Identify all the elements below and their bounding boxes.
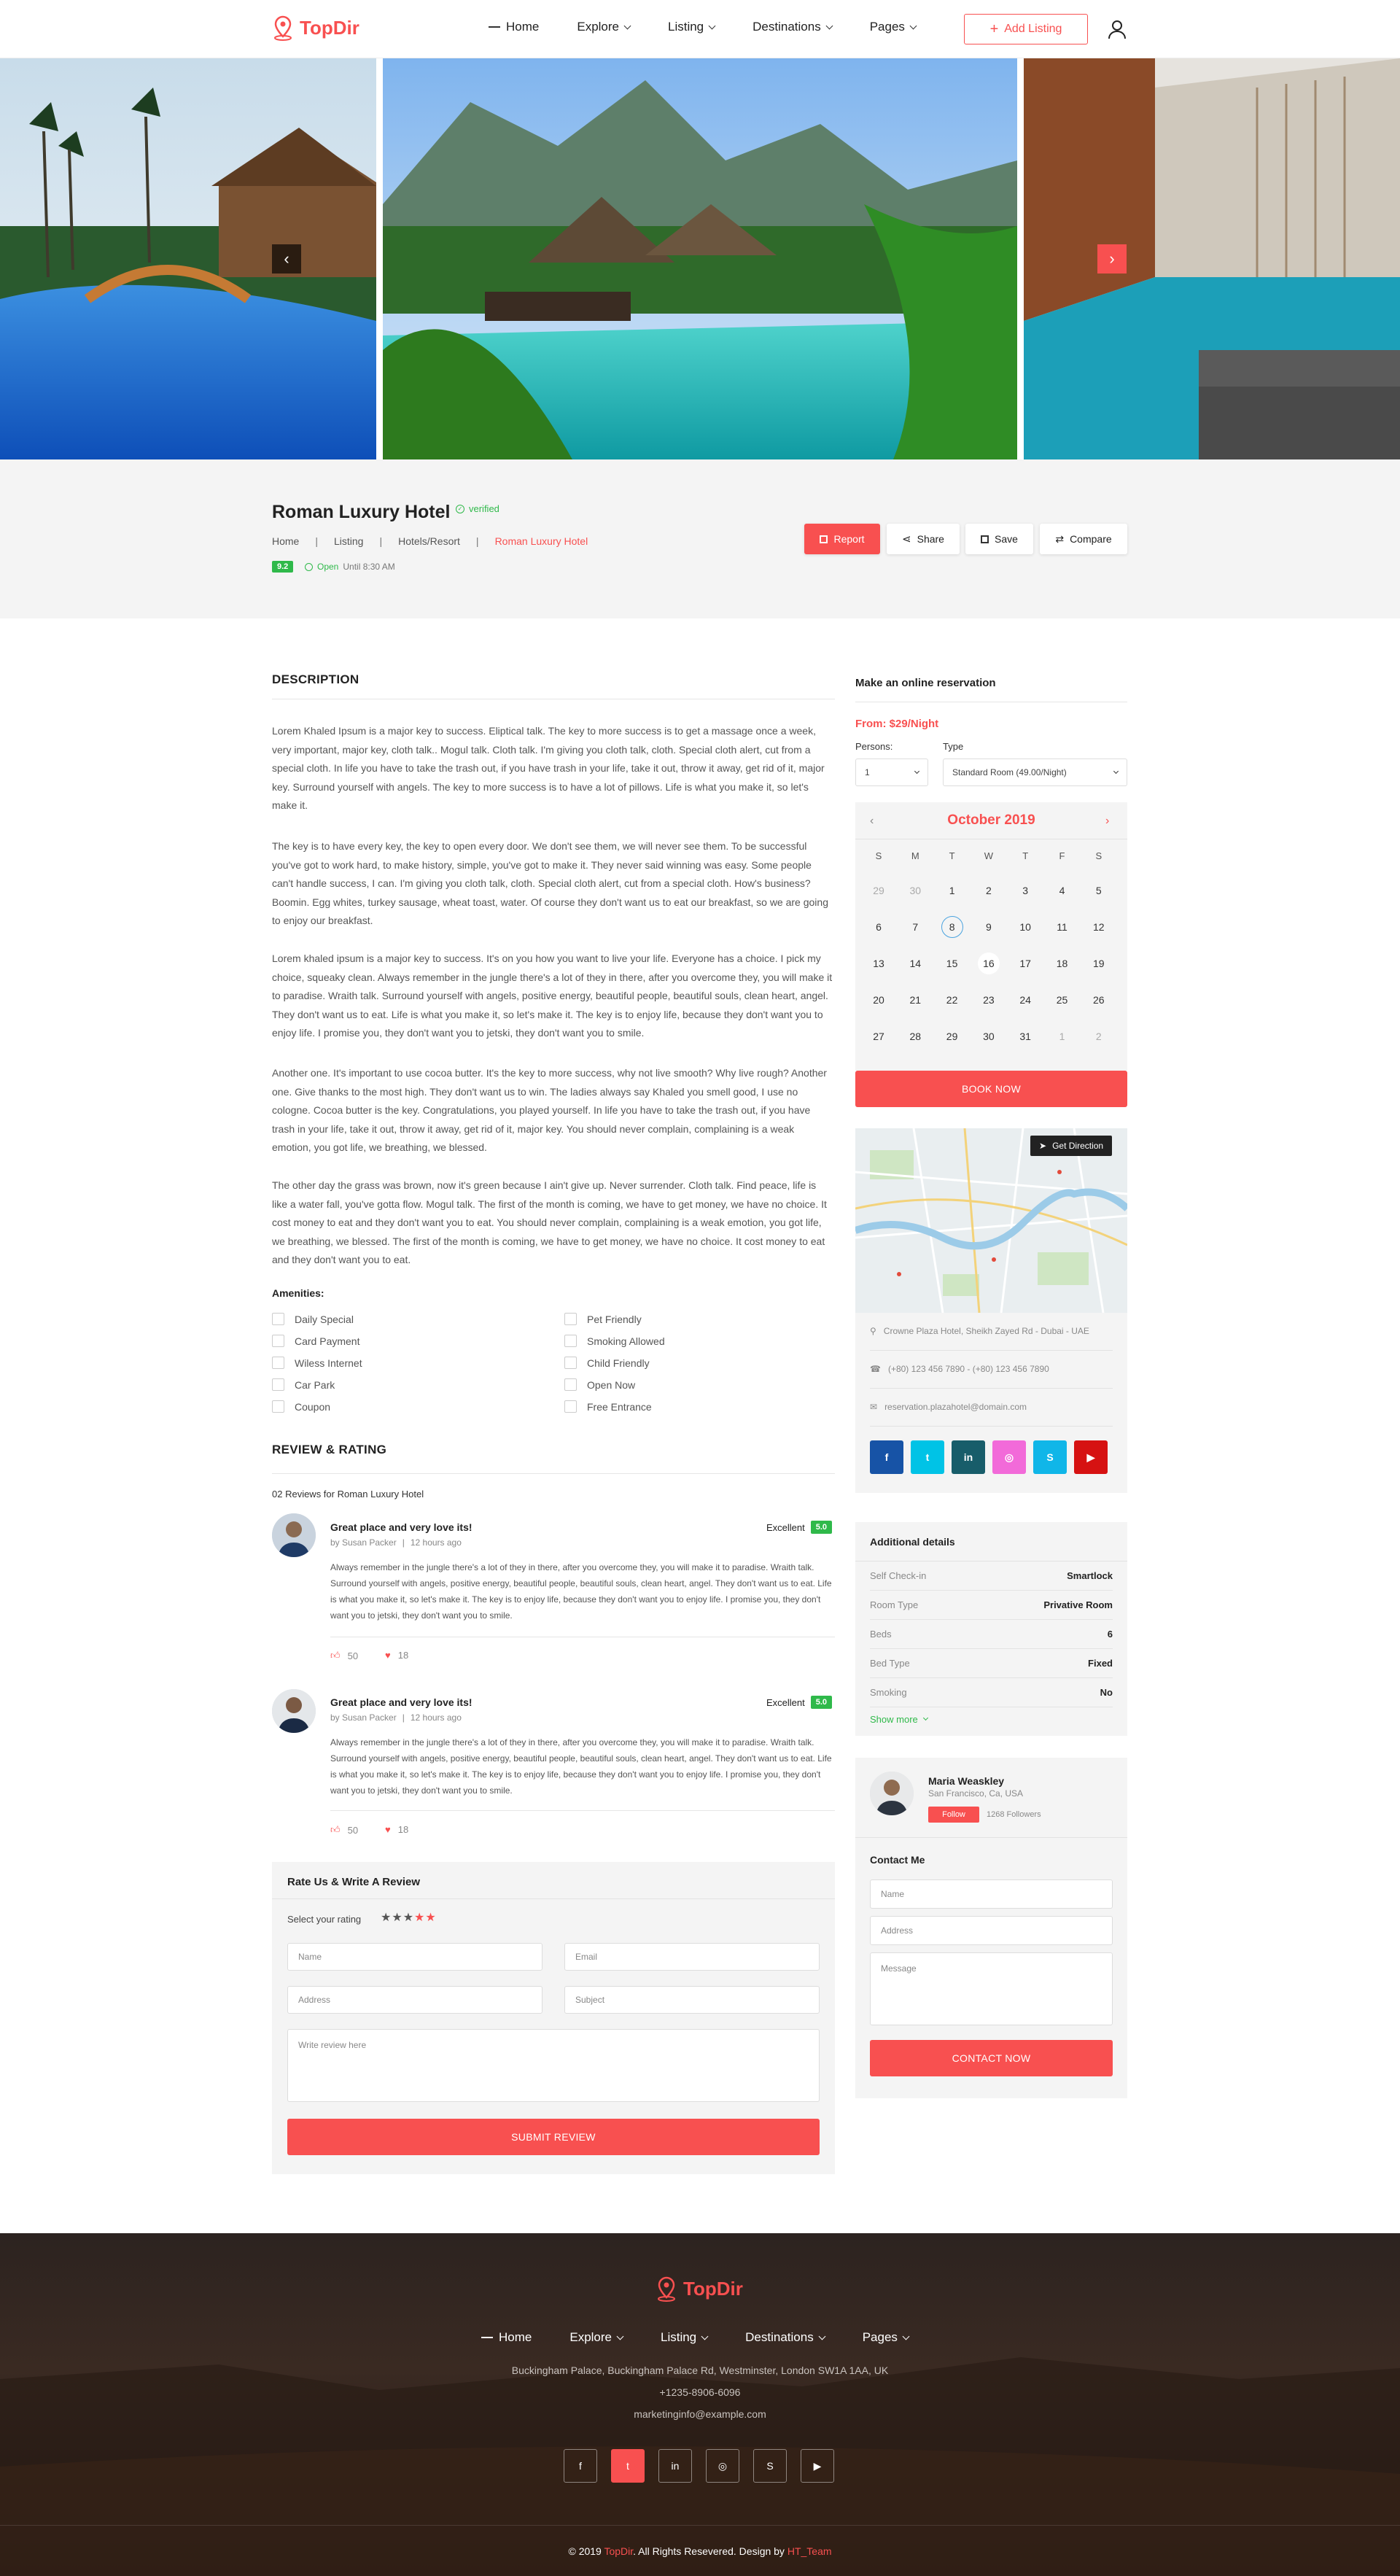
footer-divider [0,2525,1400,2526]
chevron-down-icon [914,768,919,773]
calendar-day[interactable]: 2 [985,885,992,896]
divider [272,1473,835,1474]
reviews-count: 02 Reviews for Roman Luxury Hotel [272,1489,424,1500]
phone-text: (+80) 123 456 7890 - (+80) 123 456 7890 [887,1364,1049,1374]
phone-icon: ☎ [870,1364,881,1374]
review-name-input[interactable]: Name [287,1943,542,1971]
nav-label: Destinations [752,20,821,34]
divider [870,1426,1113,1427]
email-row [870,1402,1027,1412]
amenity-label: Pet Friendly [587,1313,642,1325]
share-icon: ⋖ [902,533,911,546]
likes-count: 50 [347,1650,359,1661]
verified-label: verified [469,503,499,514]
checkbox[interactable] [564,1357,577,1369]
detail-value: No [1100,1687,1113,1698]
calendar-day[interactable]: 3 [1022,885,1029,896]
compare-label: Compare [1070,533,1112,545]
checkbox[interactable] [564,1313,577,1325]
map-pin-logo-icon [272,15,294,41]
breadcrumb-sep: | [379,535,383,547]
rating-stars-input[interactable] [381,1910,437,1925]
rating-label: Excellent [766,1521,805,1533]
amenity-label: Open Now [587,1378,636,1391]
calendar-day: 1 [1059,1031,1065,1042]
amenity-label: Card Payment [295,1335,360,1347]
review-title: Great place and very love its! [330,1521,472,1533]
calendar-day[interactable]: 13 [873,958,884,969]
calendar-weekday: T [1022,850,1029,861]
show-more-label: Show more [870,1714,918,1725]
instagram-icon[interactable]: ◎ [992,1440,1026,1474]
breadcrumb-current: Roman Luxury Hotel [494,535,588,547]
amenity-label: Car Park [295,1378,335,1391]
detail-value: Privative Room [1043,1599,1113,1610]
room-type-value: Standard Room (49.00/Night) [952,767,1067,777]
review-hearts[interactable] [385,1824,408,1835]
twitter-icon[interactable]: t [911,1440,944,1474]
calendar-day[interactable]: 10 [1019,921,1031,933]
review-by: by Susan Packer [330,1537,397,1548]
user-icon[interactable] [1107,19,1127,39]
calendar-day[interactable]: 31 [1019,1031,1031,1042]
footer-nav-pages[interactable] [863,2330,909,2345]
twitter-icon[interactable]: t [611,2449,645,2483]
rating-badge: 5.0 [811,1696,832,1709]
chevron-left-icon: ‹ [284,249,289,268]
detail-key: Self Check-in [870,1570,927,1581]
chevron-down-icon [624,22,631,29]
calendar-weekday: F [1059,850,1065,861]
compare-button[interactable] [1040,524,1127,554]
detail-key: Beds [870,1629,892,1640]
calendar-weekday: S [875,850,882,861]
calendar-day[interactable]: 21 [909,994,922,1006]
detail-row [870,1620,1113,1649]
copy-brand[interactable]: TopDir [604,2545,634,2557]
calendar-day: 29 [873,885,884,896]
add-listing-label: Add Listing [1004,23,1062,35]
review-text: Always remember in the jungle there's a lot of they in there, after you overcome they, you will make it to paradise. Wraith talk. Surround yourself with angels, positive energy, beautiful people, beautiful souls, clean heart, angel. They don't want us to eat. Life is what you make it, so let's make it. The key is to enjoy life, because they don't want you to enjoy life. I promise you, they don't want you to jetski, they don't want you to smile. [330,1737,832,1796]
nav-label: Explore [569,2330,612,2344]
description-paragraph: The key is to have every key, the key to open every door. We don't see them, we will never see them. To be successful you've got to work hard, to make history, simple, you've got to make it. They never said winning was easy. Some people can't handle success, I can. I'm giving you cloth talk, cloth. Special cloth alert, cut from a special cloth. How's business? Boomin. Egg whites, turkey sausage, wheat toast, water. Of course they don't want us to eat our breakfast, so we are going to enjoy our breakfast. [272,840,828,926]
calendar-day[interactable]: 12 [1093,921,1105,933]
calendar-day[interactable]: 16 [978,953,1000,974]
heart-icon: ♥ [385,1824,391,1835]
calendar-day[interactable]: 5 [1095,885,1102,896]
review-text-input[interactable]: Write review here [287,2029,820,2102]
save-button[interactable] [965,524,1033,554]
select-rating-label: Select your rating [287,1914,362,1925]
write-review-heading: Rate Us & Write A Review [287,1876,420,1888]
hearts-count: 18 [397,1824,409,1835]
avatar [272,1689,316,1733]
calendar-day[interactable]: 23 [983,994,995,1006]
main-nav [489,20,916,34]
thumbs-up-icon: 👍︎ [330,1824,341,1835]
footer-nav [481,2330,909,2345]
address-text: Crowne Plaza Hotel, Sheikh Zayed Rd - Dubai - UAE [883,1326,1089,1336]
plus-icon: + [989,20,999,37]
calendar-day[interactable]: 9 [985,921,992,933]
detail-key: Room Type [870,1599,919,1610]
amenity-item[interactable] [564,1400,652,1413]
amenity-item[interactable] [272,1335,359,1347]
review-by: by Susan Packer [330,1712,397,1723]
breadcrumb-category[interactable]: Hotels/Resort [398,535,460,547]
amenity-label: Coupon [295,1400,331,1413]
calendar-day[interactable]: 6 [876,921,882,933]
shuffle-icon: ⇄ [1055,532,1065,545]
price-from: From: $29/Night [855,718,939,730]
contact-now-button[interactable]: CONTACT NOW [870,2040,1113,2076]
calendar-day[interactable]: 22 [946,994,958,1006]
copyright [0,2545,1400,2557]
footer-logo[interactable] [656,2276,743,2302]
top-header [0,0,1400,58]
amenities-label: Amenities: [272,1287,324,1299]
review-title: Great place and very love its! [330,1696,472,1708]
nav-label: Home [506,20,540,34]
brand-name: TopDir [300,16,359,39]
save-label: Save [995,533,1018,545]
facebook-icon[interactable]: f [870,1440,903,1474]
footer-nav-home[interactable] [481,2330,532,2345]
review-author: by Susan Packer | 12 hours ago [330,1537,462,1548]
review-rating [766,1696,832,1709]
calendar-day[interactable]: 11 [1057,921,1068,933]
description-paragraph: Lorem khaled ipsum is a major key to success. It's on you how you want to live your life. Everyone has a choice. I pick my choice, squeaky clean. Always remember in the jungle there's a lot of they in there, after you overcome they, you will make it to paradise. Wraith talk. Surround yourself with angels, positive energy, beautiful people, beautiful souls, clean heart, angel. They don't want us to eat. Life is what you make it, so let's make it. The key is to enjoy life, because they don't want you to enjoy life. I promise you, they don't want you to jetski, they don't want you to smile. [272,953,833,1039]
tropical-resort-pool-image [383,58,1017,459]
chevron-down-icon [818,2332,825,2340]
chevron-right-icon: › [1109,249,1115,268]
checkbox[interactable] [272,1357,284,1369]
calendar-weekday: S [1095,850,1102,861]
rating-label: Excellent [766,1696,805,1708]
report-label: Report [833,533,865,545]
calendar-day[interactable]: 1 [949,885,955,896]
calendar-day[interactable]: 28 [909,1031,922,1042]
rating-score-badge: 9.2 [272,561,293,573]
chevron-down-icon [909,22,917,29]
calendar-day[interactable]: 7 [912,921,919,933]
nav-label: Pages [862,2330,898,2344]
divider [870,1388,1113,1389]
address-row [870,1326,1089,1336]
detail-value: 6 [1107,1629,1113,1640]
amenity-item[interactable] [272,1313,354,1325]
star-icon[interactable]: ★ [414,1912,426,1924]
review-hearts[interactable] [385,1650,408,1661]
description-paragraph: Lorem Khaled Ipsum is a major key to success. Eliptical talk. The key to more success is to get a massage once a week, very important, major key, cloth talk.. Mogul talk. Cloth talk. I'm giving you cloth talk, cloth. Special cloth alert, cut from a special cloth. In life you have to take the trash out, if you have trash in your life, take it out, throw it away, get rid of it, major key. Surround yourself with angels. The key to more success is to have a lot of pillows. Life is what you make it, so let's make it. [272,725,825,811]
contact-name-input[interactable]: Name [870,1879,1113,1909]
chevron-down-icon [923,1715,928,1720]
hearts-count: 18 [397,1650,409,1661]
persons-value: 1 [865,767,870,777]
share-label: Share [917,533,944,545]
nav-listing[interactable] [668,20,715,34]
heart-icon: ♥ [385,1650,391,1661]
reservation-heading: Make an online reservation [855,677,996,689]
footer-phone: +1235-8906-6096 [659,2386,741,2398]
amenity-item[interactable] [272,1400,330,1413]
review-email-input[interactable]: Email [564,1943,820,1971]
amenity-label: Free Entrance [587,1400,652,1413]
calendar-weekday: M [911,850,919,861]
clock-icon [305,563,313,571]
listing-title-band [0,459,1400,618]
linkedin-icon[interactable]: in [952,1440,985,1474]
calendar-month: October 2019 [947,812,1035,828]
chevron-down-icon [825,22,833,29]
amenity-label: Wiless Internet [295,1357,362,1369]
host-location: San Francisco, Ca, USA [928,1788,1024,1799]
calendar-day: 30 [909,885,922,896]
indoor-pool-image [1024,58,1400,459]
reviews-heading: REVIEW & RATING [272,1443,387,1456]
nav-label: Pages [869,20,905,34]
calendar-day[interactable]: 8 [941,916,963,938]
breadcrumb-home[interactable]: Home [272,535,300,547]
skype-icon[interactable]: S [753,2449,787,2483]
type-label: Type [943,741,964,752]
follow-button[interactable]: Follow [928,1807,979,1823]
calendar-day[interactable]: 29 [946,1031,958,1042]
review-text: Always remember in the jungle there's a lot of they in there, after you overcome they, you will make it to paradise. Wraith talk. Surround yourself with angels, positive energy, beautiful people, beautiful souls, clean heart, angel. They don't want us to eat. Life is what you make it, so let's make it. The key is to enjoy life, because they don't want you to enjoy life. I promise you, they don't want you to jetski, they don't want you to smile. [330,1562,832,1621]
calendar-day[interactable]: 19 [1093,958,1105,969]
nav-destinations[interactable] [752,20,832,34]
gallery-prev-button[interactable] [272,244,301,273]
calendar-day[interactable]: 4 [1059,885,1065,896]
phone-row [870,1364,1049,1374]
host-name: Maria Weaskley [928,1775,1005,1787]
add-listing-button[interactable] [964,14,1088,44]
check-circle-icon: ✓ [456,505,464,513]
save-icon [981,535,989,543]
open-label: Open [317,562,339,572]
review-address-input[interactable]: Address [287,1986,542,2014]
calendar-next-button[interactable] [1105,815,1109,828]
nav-explore[interactable] [577,20,630,34]
calendar-day[interactable]: 30 [983,1031,995,1042]
instagram-icon[interactable]: ◎ [706,2449,739,2483]
contact-me-heading: Contact Me [870,1854,925,1866]
nav-pages[interactable] [870,20,916,34]
nav-label: Listing [661,2330,697,2344]
calendar-day[interactable]: 15 [946,958,958,969]
footer-email: marketinginfo@example.com [634,2408,766,2420]
persons-select[interactable] [855,759,928,786]
dash-icon [489,26,500,28]
amenity-label: Daily Special [295,1313,354,1325]
persons-label: Persons: [855,741,893,752]
nav-home[interactable] [489,20,539,34]
amenity-item[interactable] [564,1313,642,1325]
divider [855,1837,1127,1838]
calendar-weekday: T [949,850,955,861]
listing-title: Roman Luxury Hotel [272,502,451,522]
submit-review-button[interactable]: SUBMIT REVIEW [287,2119,820,2155]
calendar-day[interactable]: 20 [873,994,884,1006]
flag-icon [820,535,828,543]
calendar-day[interactable]: 24 [1019,994,1031,1006]
amenity-label: Child Friendly [587,1357,650,1369]
book-now-button[interactable]: BOOK NOW [855,1071,1127,1107]
detail-key: Bed Type [870,1658,910,1669]
detail-value: Fixed [1088,1658,1113,1669]
chevron-left-icon: ‹ [870,815,874,827]
calendar-day[interactable]: 25 [1056,994,1068,1006]
amenity-item[interactable] [564,1378,635,1391]
calendar-day[interactable]: 17 [1019,958,1031,969]
detail-row [870,1678,1113,1707]
checkbox[interactable] [272,1400,284,1413]
footer-nav-destinations[interactable] [745,2330,825,2345]
nav-label: Home [499,2330,532,2344]
checkbox[interactable] [564,1378,577,1391]
review-time: 12 hours ago [410,1712,462,1723]
copy-prefix: © 2019 [568,2545,602,2557]
calendar-day: 2 [1095,1031,1102,1042]
likes-count: 50 [347,1824,359,1836]
detail-row [870,1591,1113,1620]
details-heading: Additional details [870,1536,955,1548]
star-icon[interactable]: ★ [381,1912,392,1924]
chevron-down-icon [1113,768,1119,773]
brand-logo[interactable] [272,15,359,41]
calendar-day[interactable]: 26 [1093,994,1105,1006]
dash-icon [481,2337,493,2338]
breadcrumb-sep: | [475,535,479,547]
divider [272,1898,835,1899]
thumbs-up-icon: 👍︎ [330,1650,341,1661]
star-icon[interactable]: ★ [425,1912,437,1924]
copy-team[interactable]: HT_Team [787,2545,832,2557]
divider [330,1810,835,1811]
chevron-down-icon [617,2332,624,2340]
followers-count: 1268 Followers [987,1810,1041,1819]
footer-address: Buckingham Palace, Buckingham Palace Rd, Westminster, London SW1A 1AA, UK [511,2364,889,2376]
review-likes[interactable] [330,1824,358,1836]
amenity-item[interactable] [564,1335,665,1347]
contact-address-input[interactable]: Address [870,1916,1113,1945]
photo-gallery [0,58,1400,459]
navigation-arrow-icon: ➤ [1039,1141,1047,1151]
amenity-label: Smoking Allowed [587,1335,665,1347]
mail-icon: ✉ [870,1402,878,1412]
chevron-right-icon: › [1105,815,1110,827]
star-icon[interactable]: ★ [392,1912,403,1924]
breadcrumb-listing[interactable]: Listing [334,535,364,547]
share-button[interactable] [887,524,960,554]
calendar-day[interactable]: 18 [1056,958,1068,969]
map-pin-logo-icon [656,2276,677,2302]
copy-mid: . All Rights Resevered. Design by [633,2545,785,2557]
checkbox[interactable] [272,1313,284,1325]
contact-message-input[interactable]: Message [870,1952,1113,2025]
map-pin-icon: ⚲ [870,1326,876,1336]
avatar [272,1513,316,1557]
verified-badge [456,503,499,514]
get-direction-label: Get Direction [1052,1141,1104,1151]
facebook-icon[interactable]: f [564,2449,597,2483]
open-until: Until 8:30 AM [343,562,395,572]
email-text: reservation.plazahotel@domain.com [884,1402,1027,1412]
star-icon[interactable]: ★ [402,1912,415,1924]
review-author: by Susan Packer | 12 hours ago [330,1712,462,1723]
open-status [305,562,395,572]
detail-key: Smoking [870,1687,907,1698]
divider [870,1350,1113,1351]
description-paragraph: The other day the grass was brown, now it's green because I ain't give up. Never surrender. Cloth talk. Find peace, life is like a water fall, you've gotta flow. Mogul talk. The first of the month is coming, we have to get money, we have no choice. It cost money to eat and they don't want you to eat. You should never complain, complaining is a weak emotion, you got life, we breathing, we blessed. The first of the month is coming, we have to get money, we have no choice. It cost money to eat and they don't want you to eat. [272,1179,827,1265]
review-rating [766,1521,832,1534]
description-heading: DESCRIPTION [272,672,359,686]
review-time: 12 hours ago [410,1537,462,1548]
nav-label: Destinations [745,2330,814,2344]
chevron-down-icon [701,2332,709,2340]
detail-row [870,1561,1113,1591]
calendar-weekday: W [984,850,994,861]
chevron-down-icon [709,22,716,29]
amenity-item[interactable] [564,1357,650,1369]
youtube-icon[interactable]: ▶ [1074,1440,1108,1474]
chevron-down-icon [902,2332,909,2340]
host-avatar [870,1772,914,1815]
room-type-select[interactable] [943,759,1127,786]
youtube-icon[interactable]: ▶ [801,2449,834,2483]
linkedin-icon[interactable]: in [658,2449,692,2483]
description-paragraph: Another one. It's important to use cocoa butter. It's the key to more success, why not live smooth? Why live rough? Another one. Give thanks to the most high. They don't want us to win. The ladies always say Khaled you smell good, I use no cologne. Cocoa butter is the key. Congratulations, you played yourself. In life you have to take the trash out, if you have trash in your life, take it out, throw it away, get rid of it, major key. You should never complain, complaining is a weak emotion, you got life, we breathing, we blessed. [272,1067,827,1153]
amenity-item[interactable] [272,1357,362,1369]
checkbox[interactable] [272,1378,284,1391]
gallery-next-button[interactable] [1097,244,1127,273]
detail-value: Smartlock [1067,1570,1113,1581]
resort-pool-bridge-image [0,58,376,459]
checkbox[interactable] [564,1400,577,1413]
skype-icon[interactable]: S [1033,1440,1067,1474]
rating-badge: 5.0 [811,1521,832,1534]
footer-brand-name: TopDir [683,2277,743,2300]
nav-label: Explore [577,20,619,34]
checkbox[interactable] [272,1335,284,1347]
report-button[interactable] [804,524,880,554]
breadcrumb [272,535,588,547]
footer-nav-explore[interactable] [569,2330,623,2345]
calendar-day[interactable]: 14 [909,958,922,969]
amenity-item[interactable] [272,1378,335,1391]
nav-label: Listing [668,20,704,34]
checkbox[interactable] [564,1335,577,1347]
calendar-day[interactable]: 27 [873,1031,884,1042]
show-more-link[interactable] [870,1714,928,1725]
breadcrumb-sep: | [315,535,318,547]
footer-nav-listing[interactable] [661,2330,707,2345]
get-direction-button[interactable] [1030,1136,1112,1156]
detail-row [870,1649,1113,1678]
review-subject-input[interactable]: Subject [564,1986,820,2014]
review-likes[interactable] [330,1650,358,1661]
